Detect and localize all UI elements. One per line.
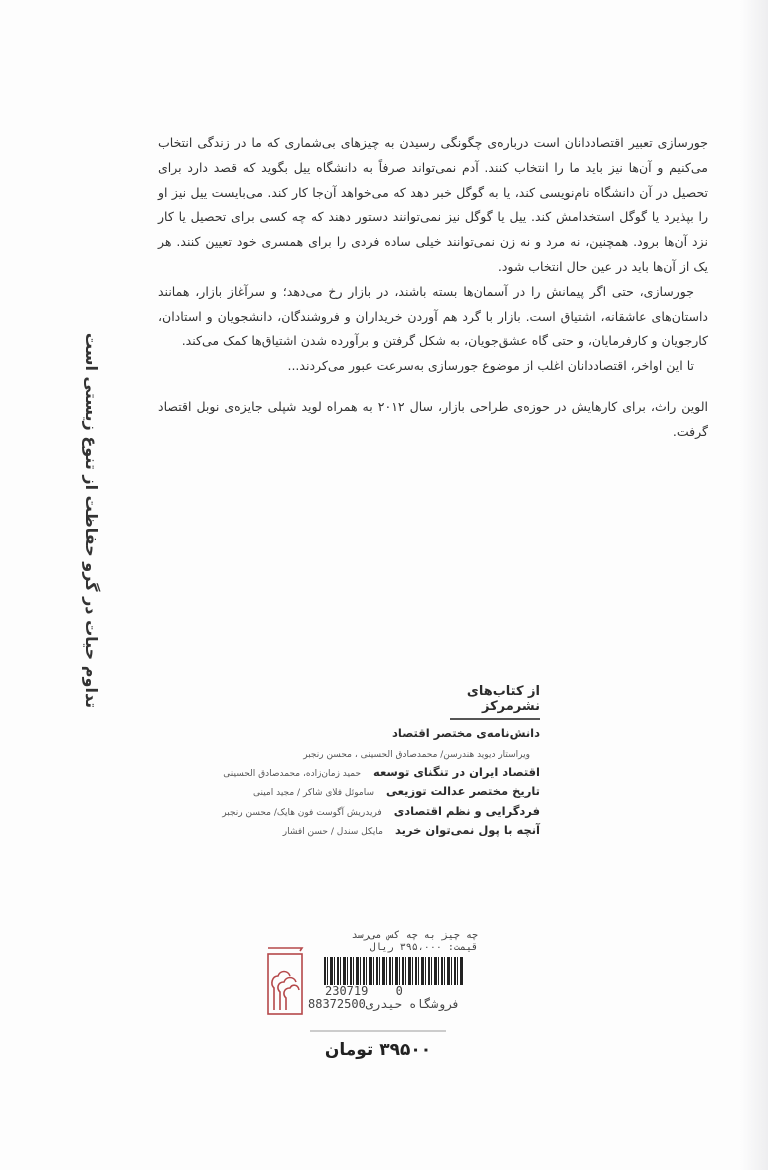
author-note: الوین راث، برای کارهایش در حوزه‌ی طراحی بازار، سال ۲۰۱۲ به همراه لوید شپلی جایزه‌ی نوبل اقتصاد گرفت. <box>158 398 708 439</box>
book-authors: مایکل سندل / حسن افشار <box>282 827 383 837</box>
catalog-heading: از کتاب‌های نشرمرکز <box>450 684 540 720</box>
book-authors: فریدریش آگوست فون هایک/ محسن رنجبر <box>222 807 382 818</box>
publisher-logo-icon <box>266 940 306 1016</box>
catalog-book <box>223 764 540 785</box>
price-sticker <box>308 930 478 1030</box>
book-title: دانش‌نامه‌ی مختصر اقتصاد <box>391 726 540 740</box>
barcode-code-right: 0 <box>395 984 403 998</box>
book-title: آنچه با پول نمی‌توان خرید <box>394 823 540 837</box>
barcode <box>324 957 464 985</box>
publisher-catalog <box>222 684 540 843</box>
book-title: اقتصاد ایران در تنگنای توسعه <box>373 764 540 779</box>
barcode-code-left: 230719 <box>325 984 369 998</box>
vertical-quote-text: تداوم حیات در گرو حفاظت از تنوع زیستی است <box>82 332 102 708</box>
cover-price: ۳۹۵۰۰ تومان <box>324 1040 432 1060</box>
blurb-paragraph-2: جورسازی، حتی اگر پیمانش را در آسمان‌ها بسته باشند، در بازار رخ می‌دهد؛ و سرآغاز بازار، همانند داستان‌های عاشقانه، اشتیاق است. بازار با گرد هم آوردن خریداران و فروشندگان، دانشجویان و استادان، کارجویان و کارفرمایان، و حتی گاه عشق‌جویان، به شکل گرفتن و برآورده شدن اشتیاق‌ها کمک می‌کند. <box>158 283 708 349</box>
blurb-paragraph-1: جورسازی تعبیر اقتصاددانان است درباره‌ی چگونگی رسیدن به چیزهای بی‌شماری که ما در زندگی انتخاب می‌کنیم و آن‌ها نیز باید ما را انتخاب کنند. آدم نمی‌تواند صرفاً به دانشگاه ییل بگوید که قصد دارد برای تحصیل در آن دانشگاه نام‌نویسی کند، یا به گوگل خبر دهد که می‌خواهد آن‌جا کار کند. می‌بایست ییل نیز او را بپذیرد یا گوگل استخدامش کند. ییل یا گوگل نیز نمی‌توانند دستور دهند که چه کسی برای تحصیل یا کار نزد آن‌ها برود. همچنین، نه مرد و نه زن نمی‌توانند خیلی ساده فردی را برای همسری خود تعیین کنند. هر یک از آن‌ها باید در عین حال انتخاب شود. <box>158 135 708 274</box>
book-authors: حمید زمان‌زاده، محمدصادق الحسینی <box>223 768 362 779</box>
page-edge-shadow <box>740 0 768 1170</box>
book-authors: ویراستار دیوید هندرسن/ محمدصادق الحسینی ، محسن رنجبر <box>303 749 530 760</box>
sticker-price: قیمت: ۳۹۵،۰۰۰ ریال <box>369 942 478 953</box>
book-authors: ساموئل فلای شاکر / مجید امینی <box>253 788 374 798</box>
blurb-paragraph-3: تا این اواخر، اقتصاددانان اغلب از موضوع جورسازی به‌سرعت عبور می‌کردند... <box>287 358 694 374</box>
book-title: فردگرایی و نظم اقتصادی <box>393 803 540 818</box>
vertical-quote <box>72 332 112 708</box>
sticker-book-name: چه چیز به چه کس می‌رسد <box>351 930 478 941</box>
catalog-book <box>250 823 540 843</box>
price-divider <box>310 1030 446 1032</box>
back-cover-blurb <box>158 131 708 445</box>
store-code: 88372500 <box>308 997 366 1011</box>
catalog-book <box>222 803 540 824</box>
book-title: تاریخ مختصر عدالت توزیعی <box>386 784 540 798</box>
store-name: فروشگاه حیدری <box>365 997 460 1011</box>
catalog-book <box>250 784 540 804</box>
barcode-store-line <box>308 998 478 1011</box>
catalog-book <box>250 726 540 746</box>
